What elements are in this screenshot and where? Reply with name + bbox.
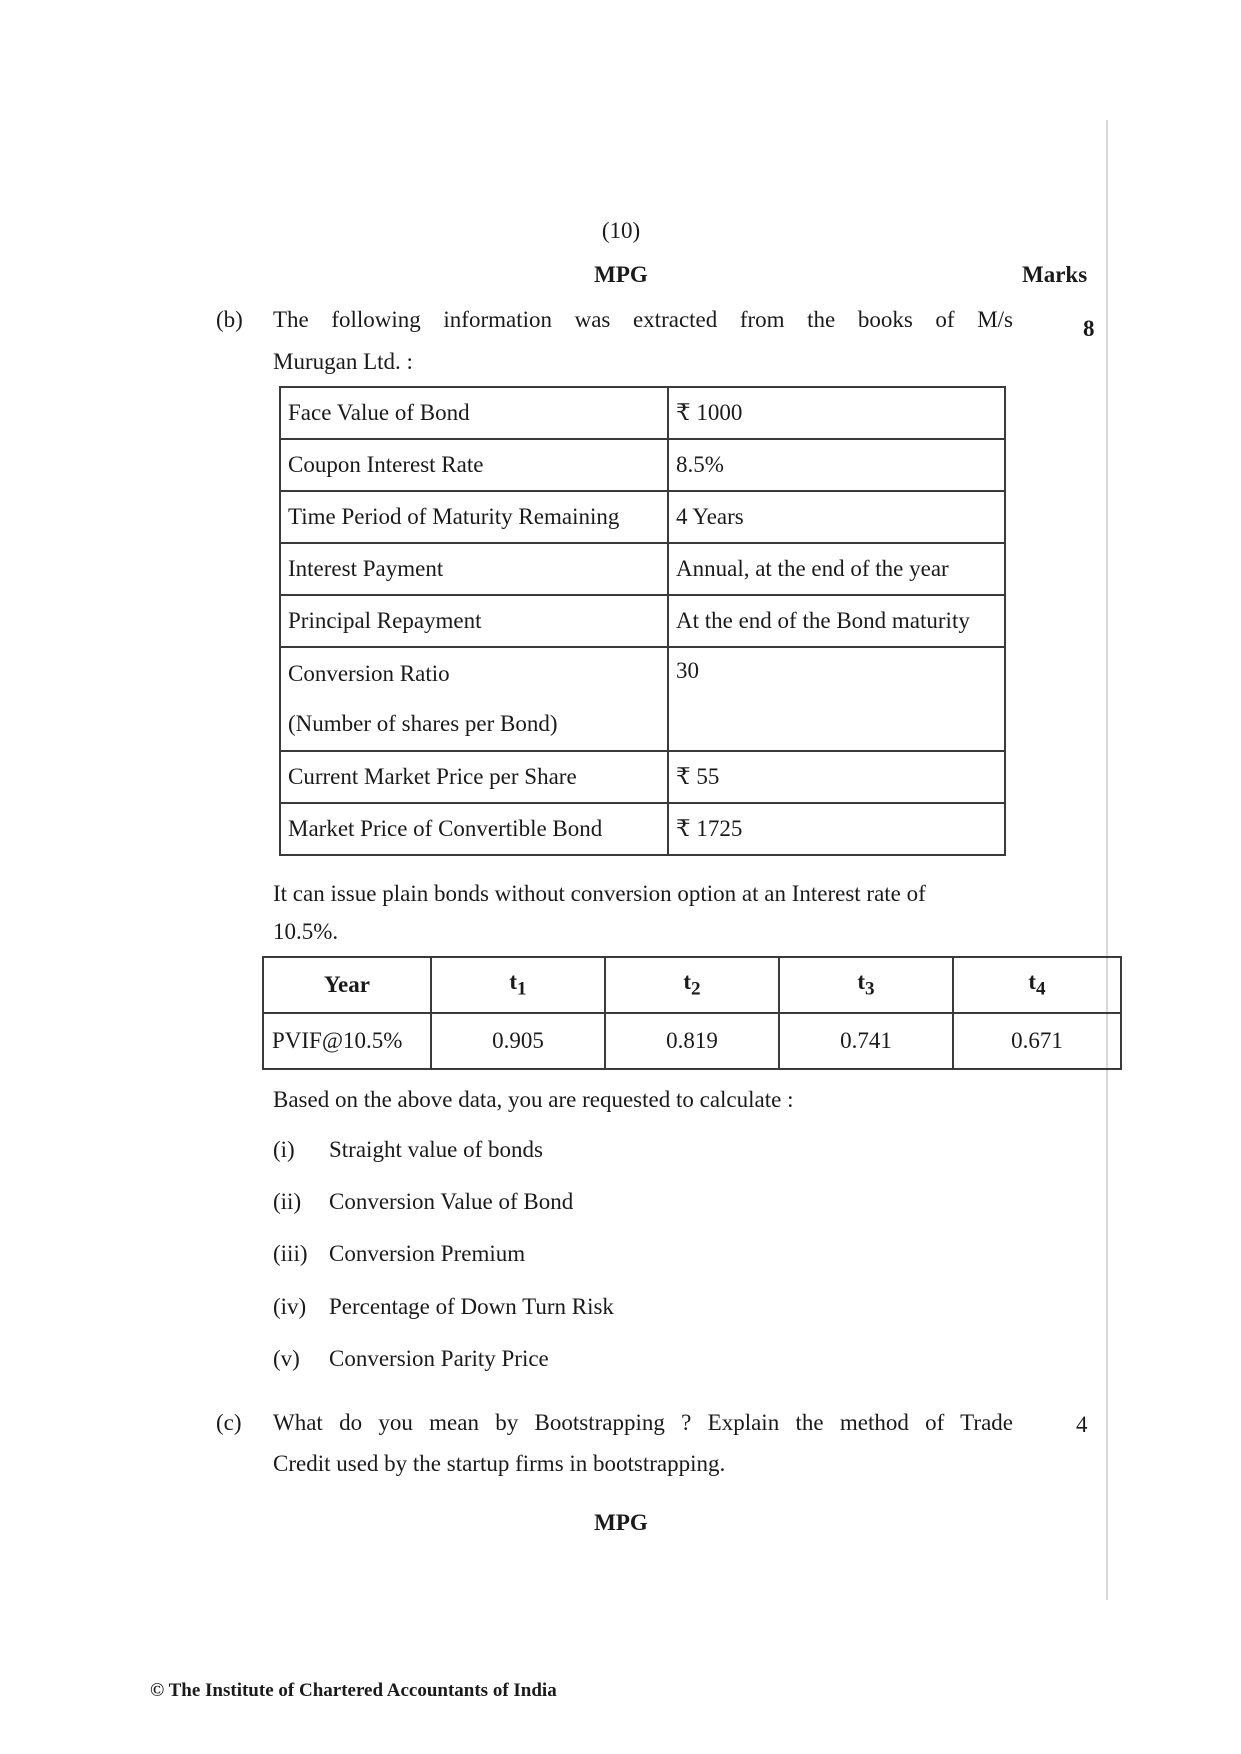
- header-subscript: 2: [691, 978, 701, 1000]
- calculate-request: Based on the above data, you are requested to calculate :: [273, 1087, 794, 1112]
- table-key-sub: (Number of shares per Bond): [288, 711, 558, 736]
- paper-code-top: MPG: [594, 262, 648, 287]
- table-row: [280, 387, 1005, 439]
- header-subscript: 3: [865, 978, 875, 1000]
- table-header: [431, 957, 605, 1013]
- header-subscript: 1: [517, 978, 527, 1000]
- table-value: 8.5%: [668, 439, 1005, 491]
- list-item-text: Conversion Premium: [329, 1241, 526, 1266]
- table-row: [280, 491, 1005, 543]
- question-c-line1: What do you mean by Bootstrapping ? Explain the method of Trade: [273, 1410, 1013, 1435]
- table-row: [280, 751, 1005, 803]
- table-header: Year: [263, 957, 431, 1013]
- list-item-text: Straight value of bonds: [329, 1137, 543, 1162]
- table-key: Coupon Interest Rate: [280, 439, 668, 491]
- table-header: [953, 957, 1121, 1013]
- table-row: [280, 439, 1005, 491]
- plain-bonds-line1: It can issue plain bonds without conversion option at an Interest rate of: [273, 881, 926, 906]
- question-b-label: (b): [216, 307, 243, 332]
- table-value: ₹ 1000: [668, 387, 1005, 439]
- table-value: ₹ 1725: [668, 803, 1005, 855]
- table-value: At the end of the Bond maturity: [668, 595, 1005, 647]
- table-cell: 0.905: [431, 1013, 605, 1069]
- table-key: Interest Payment: [280, 543, 668, 595]
- list-item-number: (ii): [273, 1189, 302, 1214]
- marks-heading: Marks: [1022, 262, 1088, 287]
- table-row-label: PVIF@10.5%: [263, 1013, 431, 1069]
- table-key: Time Period of Maturity Remaining: [280, 491, 668, 543]
- table-key: Conversion Ratio: [288, 661, 450, 686]
- table-key: Principal Repayment: [280, 595, 668, 647]
- table-value: ₹ 55: [668, 751, 1005, 803]
- question-b-marks: 8: [1083, 316, 1095, 341]
- table-value: Annual, at the end of the year: [668, 543, 1005, 595]
- pvif-table: [262, 956, 1122, 1070]
- list-item: [273, 1241, 525, 1267]
- table-header: [779, 957, 953, 1013]
- question-b-intro-line2: Murugan Ltd. :: [273, 349, 413, 374]
- table-key: Face Value of Bond: [280, 387, 668, 439]
- paper-code-bottom: MPG: [594, 1510, 648, 1535]
- header-text: t: [1028, 969, 1037, 995]
- table-row: [280, 803, 1005, 855]
- question-c-label: (c): [216, 1410, 242, 1435]
- list-item-number: (iv): [273, 1294, 307, 1319]
- question-b-intro-line1: The following information was extracted from the books of M/s: [273, 307, 1013, 332]
- table-row: [280, 543, 1005, 595]
- list-item: [273, 1137, 543, 1163]
- question-c-marks: 4: [1076, 1412, 1088, 1437]
- list-item-text: Percentage of Down Turn Risk: [329, 1294, 614, 1319]
- list-item: [273, 1346, 549, 1372]
- list-item: [273, 1189, 573, 1215]
- table-cell: 0.741: [779, 1013, 953, 1069]
- table-header-row: [263, 957, 1121, 1013]
- table-row: [280, 595, 1005, 647]
- copyright-footer: © The Institute of Chartered Accountants of India: [150, 1680, 557, 1701]
- list-item-number: (v): [273, 1346, 300, 1371]
- list-item-number: (i): [273, 1137, 295, 1162]
- table-row: [263, 1013, 1121, 1069]
- table-header: [605, 957, 779, 1013]
- list-item-number: (iii): [273, 1241, 308, 1266]
- page-number: (10): [601, 218, 641, 243]
- list-item: [273, 1294, 614, 1320]
- header-text: t: [509, 969, 518, 995]
- bond-info-table: [279, 386, 1006, 856]
- header-text: t: [683, 969, 692, 995]
- table-cell: 0.671: [953, 1013, 1121, 1069]
- list-item-text: Conversion Parity Price: [329, 1346, 549, 1371]
- plain-bonds-line2: 10.5%.: [273, 919, 339, 944]
- page-edge-line: [1106, 120, 1108, 1600]
- table-key: Market Price of Convertible Bond: [280, 803, 668, 855]
- table-key-multiline: [280, 647, 668, 751]
- header-subscript: 4: [1036, 978, 1046, 1000]
- table-row: [280, 647, 1005, 751]
- question-c-line2: Credit used by the startup firms in bootstrapping.: [273, 1451, 726, 1476]
- table-value: 30: [668, 647, 1005, 751]
- table-value: 4 Years: [668, 491, 1005, 543]
- table-cell: 0.819: [605, 1013, 779, 1069]
- header-text: t: [857, 969, 866, 995]
- table-key: Current Market Price per Share: [280, 751, 668, 803]
- list-item-text: Conversion Value of Bond: [329, 1189, 574, 1214]
